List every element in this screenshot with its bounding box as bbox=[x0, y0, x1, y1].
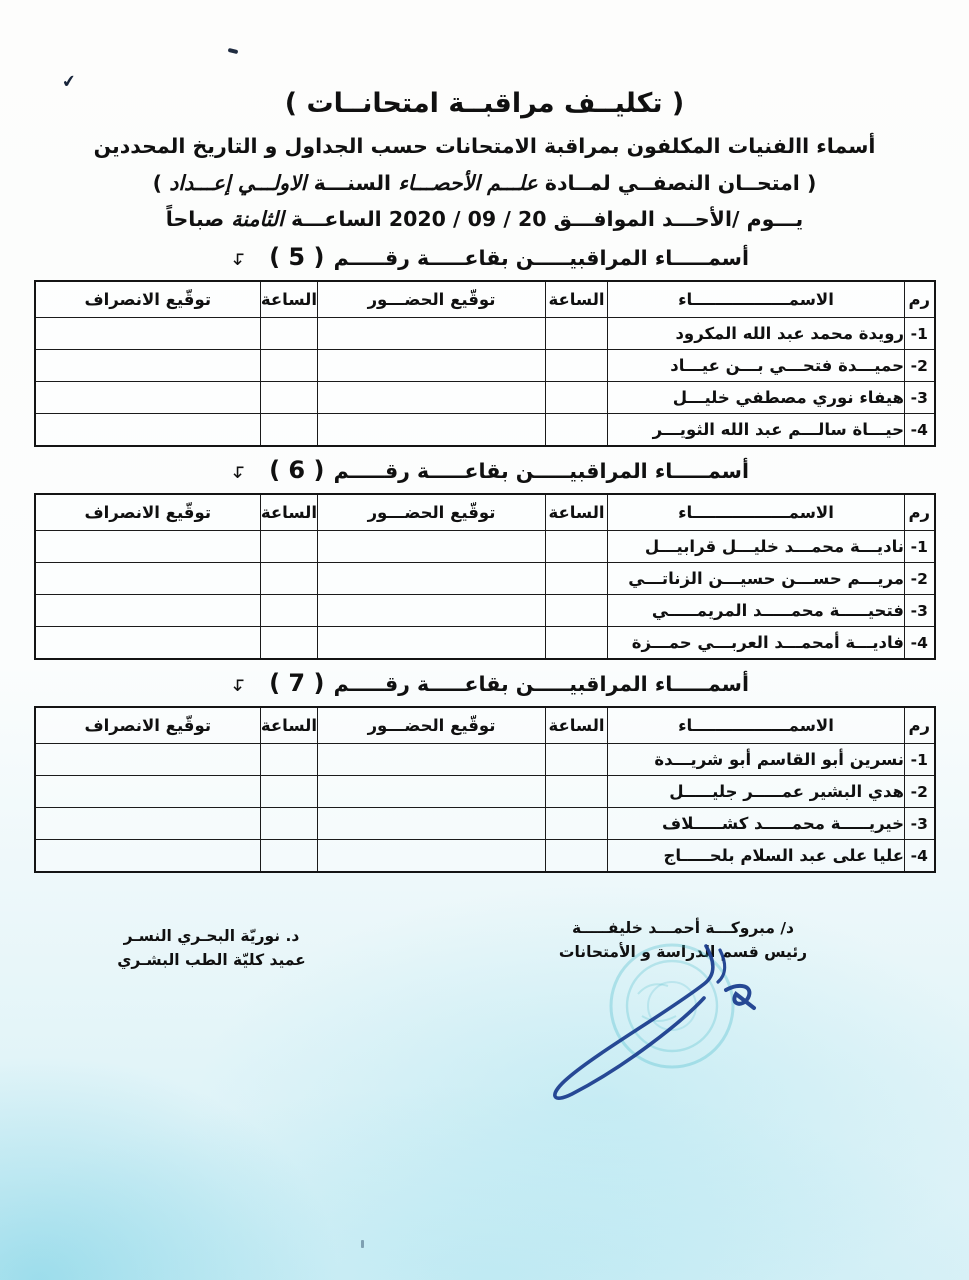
departure-signature-cell bbox=[35, 840, 261, 873]
subtitle-assignment: أسماء االفنيات المكلفون بمراقبة الامتحانات حسب الجداول و التاريخ المحددين bbox=[93, 134, 876, 158]
ink-mark bbox=[361, 1240, 364, 1248]
room-section bbox=[0, 456, 969, 660]
attendance-hour-cell bbox=[546, 350, 608, 382]
col-header-hour: الساعة bbox=[261, 494, 318, 531]
date-line-text: الساعـــة bbox=[290, 207, 382, 232]
departure-hour-cell bbox=[261, 382, 318, 414]
table-row bbox=[35, 840, 935, 873]
document-header bbox=[0, 0, 969, 234]
departure-hour-cell bbox=[261, 563, 318, 595]
room-number: ( 7 ) bbox=[269, 669, 325, 698]
room-sections-container bbox=[0, 243, 969, 873]
attendance-hour-cell bbox=[546, 808, 608, 840]
invigilator-name-cell: ناديـــة محمـــد خليـــل قرابيـــل bbox=[608, 531, 905, 563]
exam-subject: علـــم الأحصـــاء bbox=[398, 170, 538, 195]
departure-hour-cell bbox=[261, 414, 318, 447]
attendance-signature-cell bbox=[318, 563, 546, 595]
col-header-departure-signature: توقّيع الانصراف bbox=[35, 707, 261, 744]
page-title: ( تكليــف مراقبــة امتحانــات ) bbox=[284, 88, 685, 119]
attendance-hour-cell bbox=[546, 318, 608, 350]
row-number-cell: 3- bbox=[905, 382, 935, 414]
corner-arrow-icon: ↴ bbox=[232, 674, 248, 697]
departure-signature-cell bbox=[35, 563, 261, 595]
table-row bbox=[35, 531, 935, 563]
departure-signature-cell bbox=[35, 531, 261, 563]
dean-name: د. نوريّة البحـري النسـر bbox=[123, 927, 300, 945]
departure-hour-cell bbox=[261, 627, 318, 660]
table-row bbox=[35, 595, 935, 627]
departure-signature-cell bbox=[35, 776, 261, 808]
row-number-cell: 4- bbox=[905, 414, 935, 447]
department-head-name: د/ مبروكـــة أحمـــد خليفـــــة bbox=[572, 919, 794, 937]
attendance-signature-cell bbox=[318, 531, 546, 563]
row-number-cell: 4- bbox=[905, 627, 935, 660]
attendance-hour-cell bbox=[546, 595, 608, 627]
room-number: ( 5 ) bbox=[269, 243, 325, 272]
attendance-hour-cell bbox=[546, 414, 608, 447]
table-row bbox=[35, 414, 935, 447]
attendance-signature-cell bbox=[318, 840, 546, 873]
departure-hour-cell bbox=[261, 350, 318, 382]
col-header-attendance-signature: توقّيع الحضـــور bbox=[318, 281, 546, 318]
departure-signature-cell bbox=[35, 744, 261, 776]
attendance-hour-cell bbox=[546, 776, 608, 808]
invigilator-name-cell: خيريـــــة محمـــــد كشـــــلاف bbox=[608, 808, 905, 840]
invigilator-name-cell: حيـــاة سالـــم عبد الله الثويـــر bbox=[608, 414, 905, 447]
signature-scrawl bbox=[555, 946, 754, 1098]
exam-line-text: ( امتحــان النصفــي لمــادة bbox=[544, 170, 817, 195]
room-number: ( 6 ) bbox=[269, 456, 325, 485]
row-number-cell: 4- bbox=[905, 840, 935, 873]
departure-signature-cell bbox=[35, 595, 261, 627]
section-heading bbox=[0, 669, 969, 697]
attendance-signature-cell bbox=[318, 414, 546, 447]
attendance-signature-cell bbox=[318, 382, 546, 414]
col-header-departure-signature: توقّيع الانصراف bbox=[35, 494, 261, 531]
table-row bbox=[35, 350, 935, 382]
col-header-number: رم bbox=[905, 281, 935, 318]
attendance-signature-cell bbox=[318, 744, 546, 776]
col-header-hour: الساعة bbox=[261, 707, 318, 744]
departure-hour-cell bbox=[261, 776, 318, 808]
col-header-names: الاسمـــــــــــــــــاء bbox=[608, 494, 905, 531]
exam-line-text: السنـــة bbox=[313, 170, 392, 195]
attendance-signature-cell bbox=[318, 808, 546, 840]
table-header-row bbox=[35, 281, 935, 318]
subtitle-exam bbox=[30, 170, 939, 198]
departure-hour-cell bbox=[261, 808, 318, 840]
departure-signature-cell bbox=[35, 350, 261, 382]
department-head-signature-block bbox=[552, 916, 814, 964]
col-header-attendance-signature: توقّيع الحضـــور bbox=[318, 494, 546, 531]
table-row bbox=[35, 808, 935, 840]
room-section bbox=[0, 669, 969, 873]
section-heading bbox=[0, 243, 969, 271]
invigilator-name-cell: عليا على عبد السلام بلحـــــاج bbox=[608, 840, 905, 873]
invigilator-name-cell: فتحيـــــة محمـــــد المريمـــــي bbox=[608, 595, 905, 627]
departure-signature-cell bbox=[35, 808, 261, 840]
col-header-departure-signature: توقّيع الانصراف bbox=[35, 281, 261, 318]
col-header-names: الاسمـــــــــــــــــاء bbox=[608, 707, 905, 744]
attendance-hour-cell bbox=[546, 531, 608, 563]
row-number-cell: 2- bbox=[905, 350, 935, 382]
col-header-hour: الساعة bbox=[546, 281, 608, 318]
col-header-names: الاسمـــــــــــــــــاء bbox=[608, 281, 905, 318]
ink-checkmark: ✔ bbox=[60, 71, 78, 93]
dean-title: عميد كليّة الطب البشـري bbox=[117, 951, 306, 970]
attendance-signature-cell bbox=[318, 595, 546, 627]
col-header-number: رم bbox=[905, 707, 935, 744]
col-header-hour: الساعة bbox=[546, 494, 608, 531]
attendance-signature-cell bbox=[318, 350, 546, 382]
corner-arrow-icon: ↴ bbox=[232, 248, 248, 271]
invigilator-name-cell: هيفاء نوري مصطفي خليـــل bbox=[608, 382, 905, 414]
invigilators-table bbox=[34, 706, 936, 873]
exam-hour: الثامنة bbox=[231, 207, 284, 232]
table-row bbox=[35, 776, 935, 808]
attendance-hour-cell bbox=[546, 563, 608, 595]
invigilators-table bbox=[34, 280, 936, 447]
corner-arrow-icon: ↴ bbox=[232, 461, 248, 484]
date-line-text: يـــوم /الأحـــد الموافـــق bbox=[553, 207, 804, 232]
departure-signature-cell bbox=[35, 627, 261, 660]
row-number-cell: 2- bbox=[905, 776, 935, 808]
departure-signature-cell bbox=[35, 318, 261, 350]
invigilator-name-cell: نسرين أبو القاسم أبو شريـــدة bbox=[608, 744, 905, 776]
table-row bbox=[35, 744, 935, 776]
exam-year: الاولـــي إعـــداد bbox=[169, 170, 307, 195]
departure-hour-cell bbox=[261, 840, 318, 873]
table-header-row bbox=[35, 707, 935, 744]
col-header-attendance-signature: توقّيع الحضـــور bbox=[318, 707, 546, 744]
table-row bbox=[35, 382, 935, 414]
table-row bbox=[35, 627, 935, 660]
date-line-text: صباحاً bbox=[165, 207, 225, 232]
invigilator-name-cell: مريـــم حســـن حسيـــن الزناتـــي bbox=[608, 563, 905, 595]
table-row bbox=[35, 318, 935, 350]
departure-signature-cell bbox=[35, 414, 261, 447]
row-number-cell: 1- bbox=[905, 531, 935, 563]
section-heading-text: أسمـــــاء المراقبيـــــن بقاعـــــة رقـــــم bbox=[333, 246, 749, 271]
departure-hour-cell bbox=[261, 531, 318, 563]
table-header-row bbox=[35, 494, 935, 531]
row-number-cell: 3- bbox=[905, 808, 935, 840]
attendance-hour-cell bbox=[546, 840, 608, 873]
row-number-cell: 3- bbox=[905, 595, 935, 627]
exam-line-text: ) bbox=[152, 170, 163, 195]
col-header-number: رم bbox=[905, 494, 935, 531]
invigilator-name-cell: رويدة محمد عبد الله المكرود bbox=[608, 318, 905, 350]
department-head-title: رئيس قسم الدراسة و الأمتحانات bbox=[558, 943, 808, 962]
departure-signature-cell bbox=[35, 382, 261, 414]
attendance-hour-cell bbox=[546, 382, 608, 414]
row-number-cell: 1- bbox=[905, 744, 935, 776]
attendance-hour-cell bbox=[546, 744, 608, 776]
section-heading-text: أسمـــــاء المراقبيـــــن بقاعـــــة رقـــــم bbox=[333, 672, 749, 697]
attendance-hour-cell bbox=[546, 627, 608, 660]
section-heading bbox=[0, 456, 969, 484]
dean-signature-block bbox=[104, 924, 319, 972]
table-row bbox=[35, 563, 935, 595]
attendance-signature-cell bbox=[318, 627, 546, 660]
section-heading-text: أسمـــــاء المراقبيـــــن بقاعـــــة رقـــــم bbox=[333, 459, 749, 484]
row-number-cell: 2- bbox=[905, 563, 935, 595]
departure-hour-cell bbox=[261, 744, 318, 776]
subtitle-date bbox=[30, 206, 939, 234]
room-section bbox=[0, 243, 969, 447]
departure-hour-cell bbox=[261, 595, 318, 627]
exam-date: 20 / 09 / 2020 bbox=[388, 207, 547, 232]
invigilator-name-cell: فاديـــة أمحمـــد العربـــي حمـــزة bbox=[608, 627, 905, 660]
col-header-hour: الساعة bbox=[546, 707, 608, 744]
invigilator-name-cell: حميـــدة فتحـــي بـــن عيـــاد bbox=[608, 350, 905, 382]
attendance-signature-cell bbox=[318, 318, 546, 350]
row-number-cell: 1- bbox=[905, 318, 935, 350]
attendance-signature-cell bbox=[318, 776, 546, 808]
invigilator-name-cell: هدي البشير عمـــــر جليـــــل bbox=[608, 776, 905, 808]
col-header-hour: الساعة bbox=[261, 281, 318, 318]
departure-hour-cell bbox=[261, 318, 318, 350]
invigilators-table bbox=[34, 493, 936, 660]
